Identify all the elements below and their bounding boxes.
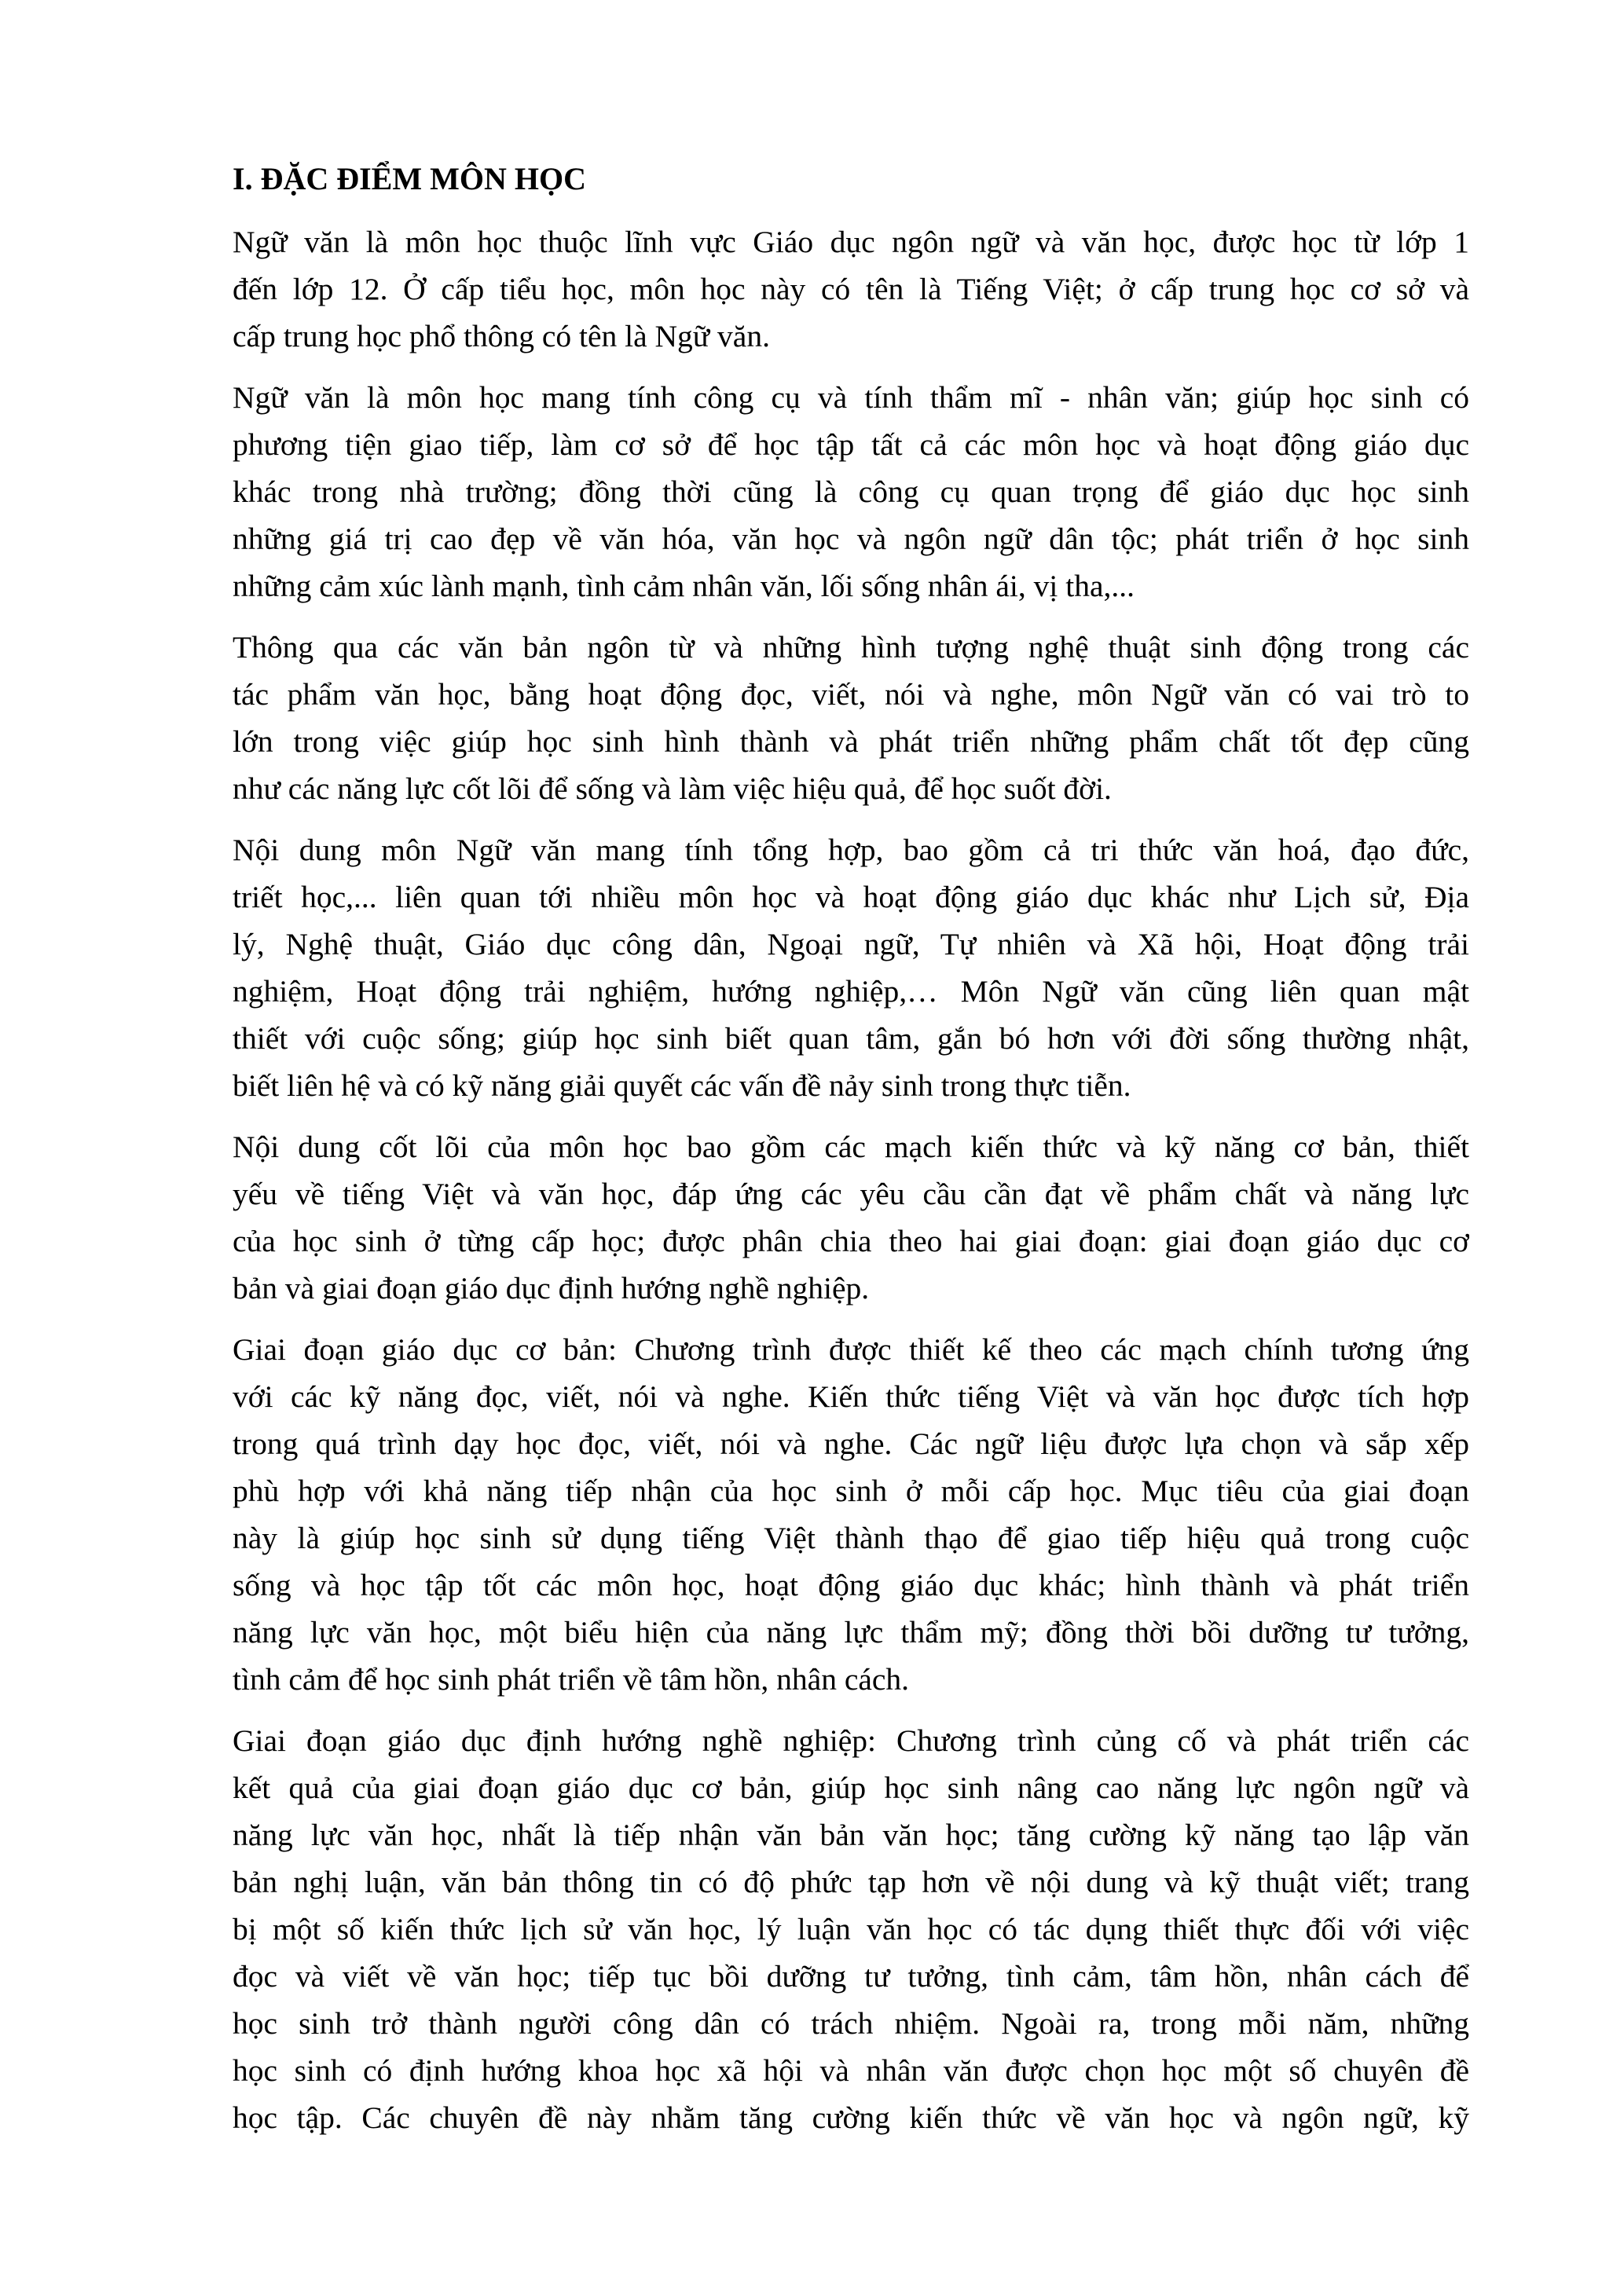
text-line: phù hợp với khả năng tiếp nhận của học sinh ở mỗi cấp học. Mục tiêu của giai đoạn xyxy=(233,1474,1469,1508)
paragraph xyxy=(233,1123,1469,1312)
text-line: tình cảm để học sinh phát triển về tâm hồn, nhân cách. xyxy=(233,1662,910,1697)
text-line: bị một số kiến thức lịch sử văn học, lý luận văn học có tác dụng thiết thực đối với việc xyxy=(233,1912,1469,1946)
text-line: khác trong nhà trường; đồng thời cũng là công cụ quan trọng để giáo dục học sinh xyxy=(233,474,1469,509)
text-line: sống và học tập tốt các môn học, hoạt động giáo dục khác; hình thành và phát triển xyxy=(233,1568,1469,1602)
text-line: nghiệm, Hoạt động trải nghiệm, hướng nghiệp,… Môn Ngữ văn cũng liên quan mật xyxy=(233,974,1469,1009)
text-line: học sinh có định hướng khoa học xã hội và nhân văn được chọn học một số chuyên đề xyxy=(233,2053,1469,2088)
text-line: triết học,... liên quan tới nhiều môn học và hoạt động giáo dục khác như Lịch sử, Địa xyxy=(233,880,1469,914)
text-line: những cảm xúc lành mạnh, tình cảm nhân văn, lối sống nhân ái, vị tha,... xyxy=(233,569,1135,603)
text-line: trong quá trình dạy học đọc, viết, nói và nghe. Các ngữ liệu được lựa chọn và sắp xếp xyxy=(233,1426,1469,1461)
text-line: lý, Nghệ thuật, Giáo dục công dân, Ngoại ngữ, Tự nhiên và Xã hội, Hoạt động trải xyxy=(233,927,1469,961)
text-line: của học sinh ở từng cấp học; được phân chia theo hai giai đoạn: giai đoạn giáo dục cơ xyxy=(233,1224,1469,1258)
text-line: phương tiện giao tiếp, làm cơ sở để học tập tất cả các môn học và hoạt động giáo dục xyxy=(233,427,1469,462)
paragraph xyxy=(233,624,1469,812)
text-line: lớn trong việc giúp học sinh hình thành và phát triển những phẩm chất tốt đẹp cũng xyxy=(233,724,1469,759)
text-line: cấp trung học phổ thông có tên là Ngữ văn. xyxy=(233,319,770,353)
text-line: Thông qua các văn bản ngôn từ và những hình tượng nghệ thuật sinh động trong các xyxy=(233,630,1469,665)
text-line: đến lớp 12. Ở cấp tiểu học, môn học này có tên là Tiếng Việt; ở cấp trung học cơ sở và xyxy=(233,272,1469,306)
paragraph xyxy=(233,1326,1469,1703)
text-line: đọc và viết về văn học; tiếp tục bồi dưỡng tư tưởng, tình cảm, tâm hồn, nhân cách để xyxy=(233,1959,1469,1994)
text-line: thiết với cuộc sống; giúp học sinh biết quan tâm, gắn bó hơn với đời sống thường nhật, xyxy=(233,1021,1469,1056)
text-line: này là giúp học sinh sử dụng tiếng Việt thành thạo để giao tiếp hiệu quả trong cuộc xyxy=(233,1521,1469,1555)
document-body xyxy=(233,218,1469,2141)
text-line: kết quả của giai đoạn giáo dục cơ bản, giúp học sinh nâng cao năng lực ngôn ngữ và xyxy=(233,1771,1469,1805)
paragraph xyxy=(233,1717,1469,2141)
text-line: học sinh trở thành người công dân có trách nhiệm. Ngoài ra, trong mỗi năm, những xyxy=(233,2006,1469,2041)
text-line: yếu về tiếng Việt và văn học, đáp ứng các yêu cầu cần đạt về phẩm chất và năng lực xyxy=(233,1177,1469,1211)
text-line: Nội dung cốt lõi của môn học bao gồm các mạch kiến thức và kỹ năng cơ bản, thiết xyxy=(233,1130,1469,1164)
text-line: Nội dung môn Ngữ văn mang tính tổng hợp, bao gồm cả tri thức văn hoá, đạo đức, xyxy=(233,833,1469,867)
text-line: như các năng lực cốt lõi để sống và làm việc hiệu quả, để học suốt đời. xyxy=(233,771,1112,806)
text-line: bản và giai đoạn giáo dục định hướng nghề nghiệp. xyxy=(233,1271,870,1305)
text-line: những giá trị cao đẹp về văn hóa, văn học và ngôn ngữ dân tộc; phát triển ở học sinh xyxy=(233,522,1469,556)
paragraph xyxy=(233,218,1469,360)
text-line: Giai đoạn giáo dục cơ bản: Chương trình được thiết kế theo các mạch chính tương ứng xyxy=(233,1332,1469,1367)
text-line: năng lực văn học, nhất là tiếp nhận văn bản văn học; tăng cường kỹ năng tạo lập văn xyxy=(233,1818,1469,1852)
text-line: năng lực văn học, một biểu hiện của năng lực thẩm mỹ; đồng thời bồi dưỡng tư tưởng, xyxy=(233,1615,1469,1650)
text-line: biết liên hệ và có kỹ năng giải quyết các vấn đề nảy sinh trong thực tiễn. xyxy=(233,1068,1131,1103)
text-line: Ngữ văn là môn học mang tính công cụ và tính thẩm mĩ - nhân văn; giúp học sinh có xyxy=(233,380,1469,415)
paragraph xyxy=(233,374,1469,610)
section-heading: I. ĐẶC ĐIỂM MÔN HỌC xyxy=(233,161,586,196)
paragraph xyxy=(233,826,1469,1109)
text-line: Giai đoạn giáo dục định hướng nghề nghiệp: Chương trình củng cố và phát triển các xyxy=(233,1723,1469,1758)
text-line: tác phẩm văn học, bằng hoạt động đọc, viết, nói và nghe, môn Ngữ văn có vai trò to xyxy=(233,677,1469,712)
text-line: học tập. Các chuyên đề này nhằm tăng cường kiến thức về văn học và ngôn ngữ, kỹ xyxy=(233,2100,1469,2135)
text-line: Ngữ văn là môn học thuộc lĩnh vực Giáo dục ngôn ngữ và văn học, được học từ lớp 1 xyxy=(233,225,1469,259)
text-line: với các kỹ năng đọc, viết, nói và nghe. Kiến thức tiếng Việt và văn học được tích hợp xyxy=(233,1379,1469,1414)
document-page xyxy=(233,156,1469,2155)
text-line: bản nghị luận, văn bản thông tin có độ phức tạp hơn về nội dung và kỹ thuật viết; trang xyxy=(233,1865,1469,1899)
